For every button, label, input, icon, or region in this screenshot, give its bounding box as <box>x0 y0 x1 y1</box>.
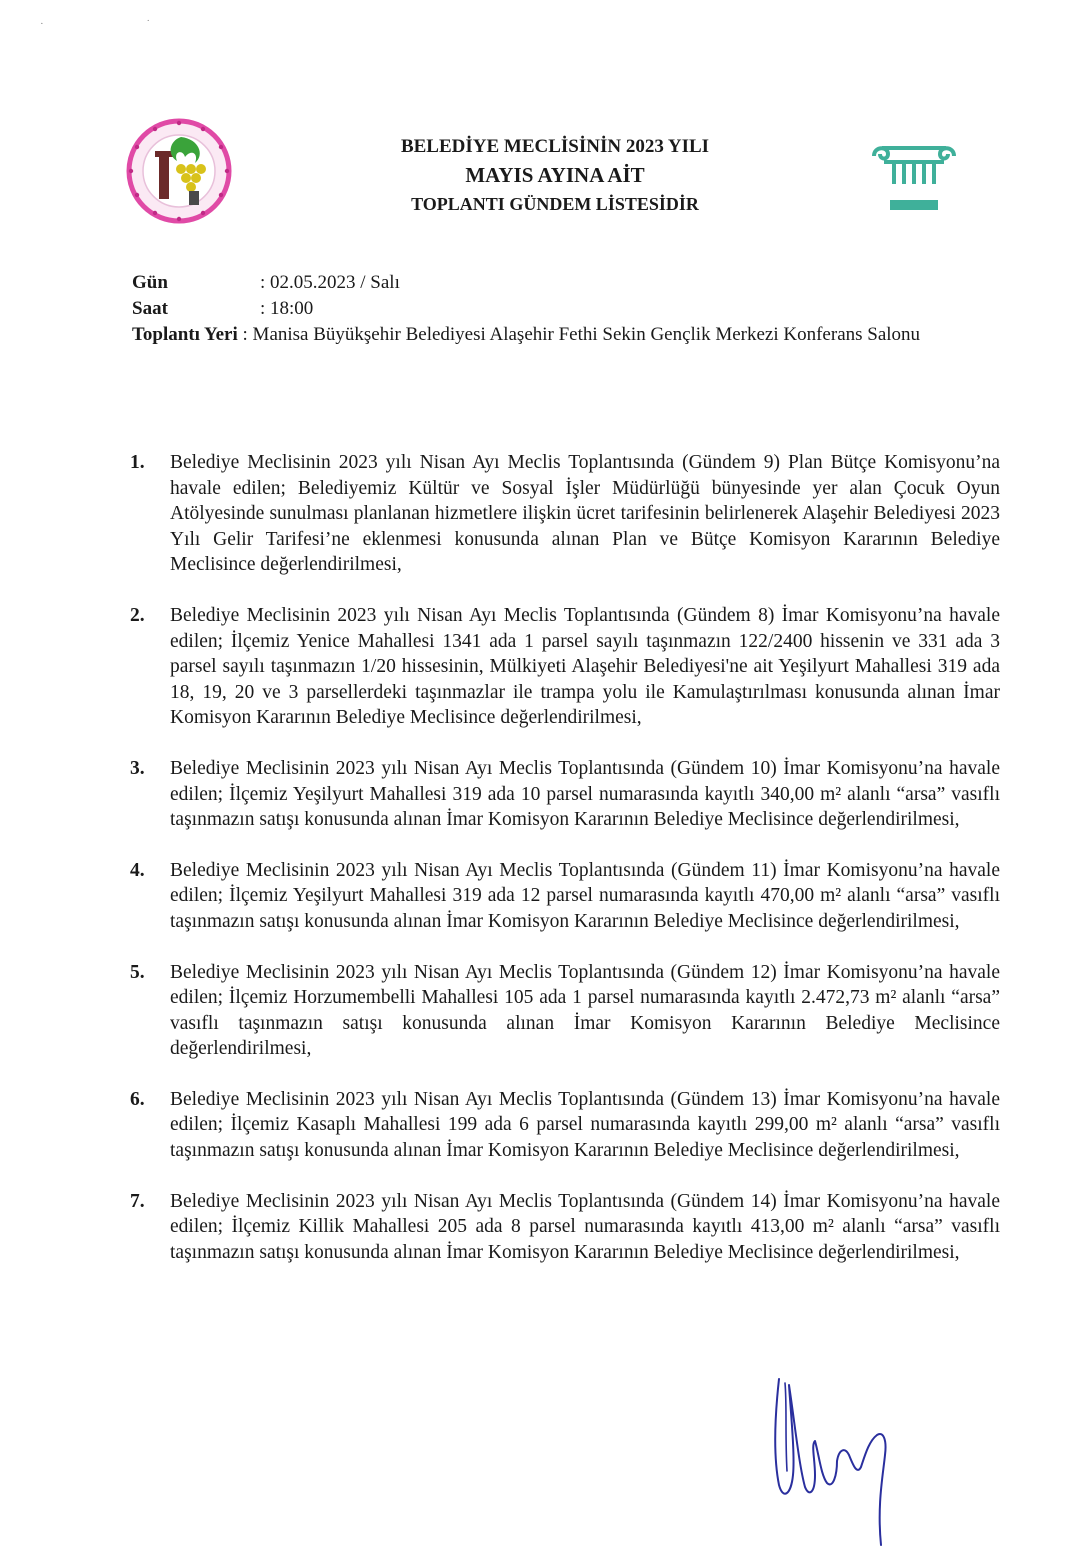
agenda-item <box>130 1189 1000 1266</box>
header-line-1: BELEDİYE MECLİSİNİN 2023 YILI <box>400 136 710 157</box>
meeting-day-row <box>132 270 1002 296</box>
colon-separator: : <box>260 272 271 293</box>
meeting-place-value: Manisa Büyükşehir Belediyesi Alaşehir Fethi Sekin Gençlik Merkezi Konferans Salonu <box>252 324 921 345</box>
meeting-time-row <box>132 296 1002 322</box>
seal-tower <box>189 191 199 205</box>
agenda-item-number: 2. <box>130 604 145 626</box>
meeting-day-value: 02.05.2023 / Salı <box>270 272 400 293</box>
alasehir-municipality-seal <box>125 115 233 227</box>
agenda-item-text: Belediye Meclisinin 2023 yılı Nisan Ayı Meclis Toplantısında (Gündem 13) İmar Komisyonu’na havale edilen; İlçemiz Kasaplı Mahallesi 199 ada 6 parsel numarasında kayıtlı 299,00 m² alanlı “arsa” vasıflı taşınmazın satışı konusunda alınan İmar Komisyon Kararının Belediye Meclisince değerlendirilmesi, <box>170 1088 1000 1162</box>
meeting-place-label: Toplantı Yeri <box>132 324 238 345</box>
agenda-item-number: 6. <box>130 1088 145 1110</box>
meeting-details <box>132 270 1002 348</box>
seal-column <box>159 155 169 199</box>
agenda-item-text: Belediye Meclisinin 2023 yılı Nisan Ayı Meclis Toplantısında (Gündem 9) Plan Bütçe Komisyonu’na havale edilen; Belediyemiz Kültür ve Sosyal İşler Müdürlüğü bünyesinde yer alan Çocuk Oyun Atölyesinde sunulması planlanan hizmetlere ilişkin ücret tarifesinin belirlenerek Alaşehir Belediyesi 2023 Yılı Gelir Tarifesi’ne eklenmesi konusunda alınan Plan ve Bütçe Komisyon Kararının Belediye Meclisince değerlendirilmesi, <box>170 452 1000 576</box>
agenda-item <box>130 960 1000 1062</box>
agenda-item-text: Belediye Meclisinin 2023 yılı Nisan Ayı Meclis Toplantısında (Gündem 8) İmar Komisyonu’na havale edilen; İlçemiz Yenice Mahallesi 1341 ada 1 parsel sayılı taşınmazın 122/2400 hissenin ve 331 ada 3 parsel sayılı taşınmazın 1/20 hissesinin, Mülkiyeti Alaşehir Belediyesi'ne ait Yeşilyurt Mahallesi 319 ada 18, 19, 20 ve 3 parsellerdeki taşınmazlar ile trampa yolu ile Kamulaştırılması konusunda alınan İmar Komisyon Kararının Belediye Meclisince değerlendirilmesi, <box>170 604 1000 729</box>
agenda-item-number: 5. <box>130 961 145 983</box>
agenda-item-number: 1. <box>130 452 145 473</box>
agenda-item <box>130 603 1000 731</box>
colon-separator: : <box>260 298 271 319</box>
agenda-item-text: Belediye Meclisinin 2023 yılı Nisan Ayı Meclis Toplantısında (Gündem 14) İmar Komisyonu’na havale edilen; İlçemiz Killik Mahallesi 205 ada 8 parsel numarasında kayıtlı 413,00 m² alanlı “arsa” vasıflı taşınmazın satışı konusunda alınan İmar Komisyon Kararının Belediye Meclisince değerlendirilmesi, <box>170 1190 1000 1263</box>
meeting-time-value: 18:00 <box>270 298 314 319</box>
agenda-item-number: 3. <box>130 757 145 779</box>
meeting-place-row <box>132 322 1002 348</box>
agenda-item-number: 7. <box>130 1190 145 1212</box>
agenda-item-text: Belediye Meclisinin 2023 yılı Nisan Ayı Meclis Toplantısında (Gündem 12) İmar Komisyonu’na havale edilen; İlçemiz Horzumembelli Mahallesi 105 ada 1 parsel numarasında kayıtlı 2.472,73 m² alanlı “arsa” vasıflı taşınmazın satışı konusunda alınan İmar Komisyon Kararının Belediye Meclisince değerlendirilmesi, <box>170 961 1000 1060</box>
agenda-item-number: 4. <box>130 859 145 881</box>
header-line-2: MAYIS AYINA AİT <box>465 163 645 187</box>
agenda-item <box>130 756 1000 833</box>
meeting-day-label: Gün <box>132 272 168 293</box>
ala-sehir-logo <box>870 142 958 214</box>
agenda-item-text: Belediye Meclisinin 2023 yılı Nisan Ayı Meclis Toplantısında (Gündem 10) İmar Komisyonu’na havale edilen; İlçemiz Yeşilyurt Mahallesi 319 ada 10 parsel numarasında kayıtlı 340,00 m² alanlı “arsa” vasıflı taşınmazın satışı konusunda alınan İmar Komisyon Kararının Belediye Meclisince değerlendirilmesi, <box>170 757 1000 831</box>
document-header <box>300 135 810 217</box>
agenda-item <box>130 858 1000 935</box>
meeting-time-label: Saat <box>132 298 168 319</box>
agenda-item-text: Belediye Meclisinin 2023 yılı Nisan Ayı Meclis Toplantısında (Gündem 11) İmar Komisyonu’na havale edilen; İlçemiz Yeşilyurt Mahallesi 319 ada 12 parsel numarasında kayıtlı 470,00 m² alanlı “arsa” vasıflı taşınmazın satışı konusunda alınan İmar Komisyon Kararının Belediye Meclisince değerlendirilmesi, <box>170 859 1000 932</box>
agenda-list <box>130 450 1000 1290</box>
header-line-3: TOPLANTI GÜNDEM LİSTESİDİR <box>411 194 699 214</box>
agenda-item <box>130 1087 1000 1164</box>
scan-specks: · ˙ <box>40 18 201 30</box>
colon-separator: : <box>237 324 253 345</box>
handwritten-signature <box>765 1375 895 1550</box>
agenda-item <box>130 450 1000 578</box>
